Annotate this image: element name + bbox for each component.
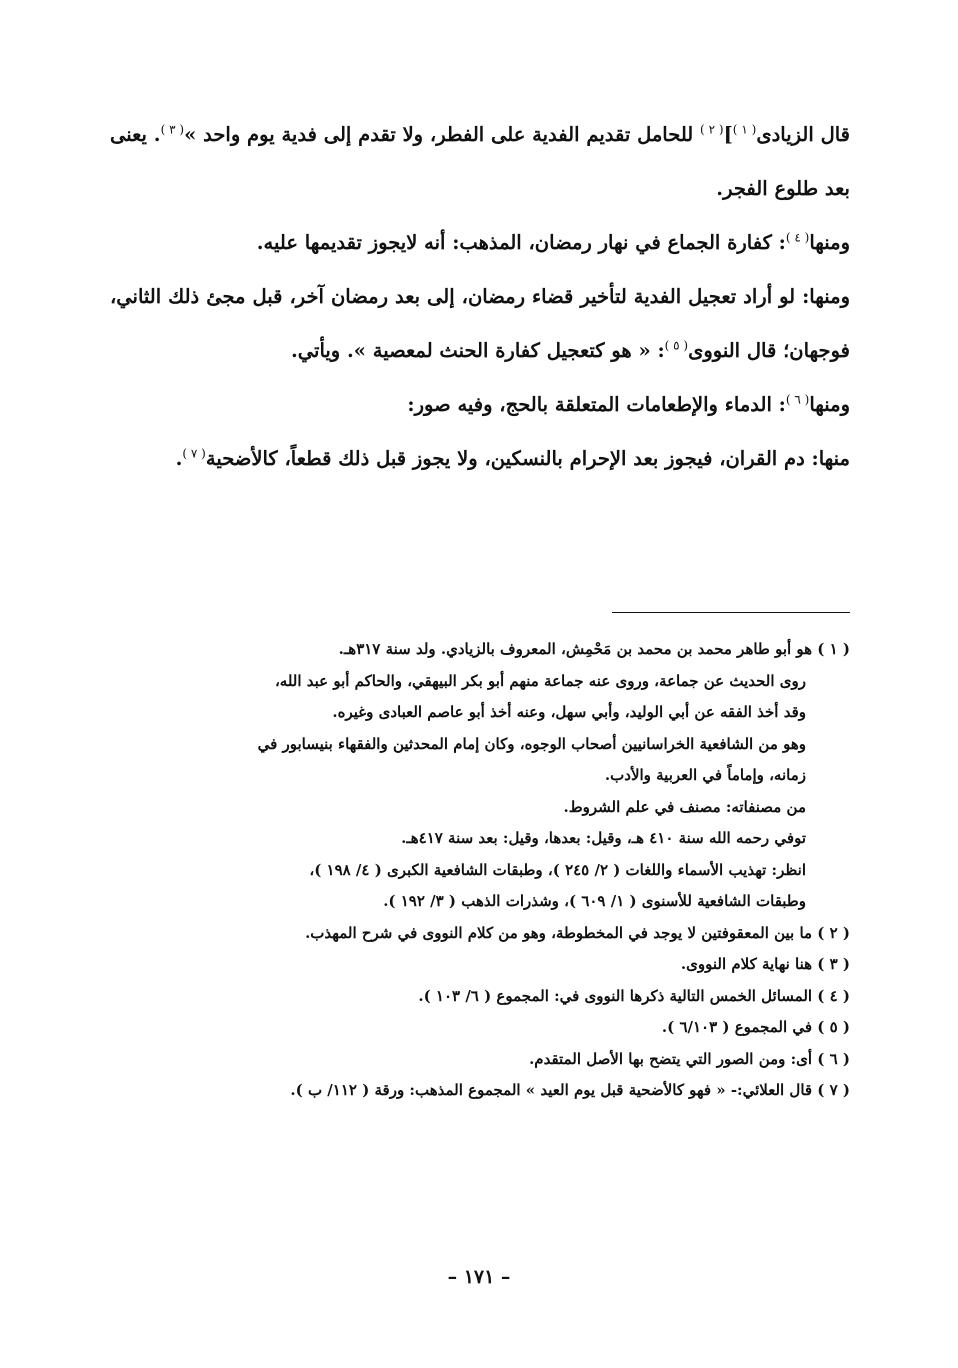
footnote-1-line-5: زمانه، وإماماً في العربية والأدب. <box>604 766 806 784</box>
paragraph-3-text-b: : « هو كتعجيل كفارة الحنث لمعصية ». ويأتي. <box>290 339 665 362</box>
footnote-5: ( ٥ ) في المجموع ( ٦/١٠٣ ). <box>661 1018 850 1036</box>
paragraph-5 <box>110 432 850 486</box>
paragraph-1-text-a: قال الزيادى <box>756 123 850 146</box>
paragraph-1-text-c: . يعنى بعد طلوع الفجر. <box>110 123 850 200</box>
main-text <box>110 108 850 486</box>
footnotes <box>110 634 850 1107</box>
footnote-ref-2: ( ٢ ) <box>700 122 724 137</box>
footnote-1-line-3: وقد أخذ الفقه عن أبي الوليد، وأبي سهل، وعنه أخذ أبو عاصم العبادى وغيره. <box>332 703 806 721</box>
page-number: – ١٧١ – <box>447 1266 511 1288</box>
footnote-1-line-4: وهو من الشافعية الخراسانيين أصحاب الوجوه، وكان إمام المحدثين والفقهاء بنيسابور في <box>257 734 806 753</box>
footnote-1-line-9: وطبقات الشافعية للأسنوى ( ١/ ٦٠٩ )، وشذرات الذهب ( ٣/ ١٩٢ ). <box>383 892 806 910</box>
paragraph-4-text-b: : الدماء والإطعامات المتعلقة بالحج، وفيه صور: <box>407 393 786 416</box>
footnote-7: ( ٧ ) قال العلائي:- « فهو كالأضحية قبل يوم العيد » المجموع المذهب: ورقة ( ١١٢/ ب ). <box>290 1081 850 1099</box>
footnote-ref-5: ( ٥ ) <box>664 338 689 353</box>
footnote-ref-6: ( ٦ ) <box>785 392 810 407</box>
footnote-divider <box>612 612 850 613</box>
footnote-ref-4: ( ٤ ) <box>785 230 810 245</box>
footnote-ref-1: ( ١ ) <box>732 122 757 137</box>
footnote-1-line-8: انظر: تهذيب الأسماء واللغات ( ٢/ ٢٤٥ )، وطبقات الشافعية الكبرى ( ٤/ ١٩٨ )، <box>309 860 806 879</box>
paragraph-1-text-b: للحامل تقديم الفدية على الفطر، ولا تقدم إلى فدية يوم واحد » <box>184 123 701 146</box>
footnote-6: ( ٦ ) أى: ومن الصور التي يتضح بها الأصل المتقدم. <box>529 1049 850 1068</box>
footnote-ref-3: ( ٣ ) <box>160 122 185 137</box>
paragraph-5-text-a: منها: دم القران، فيجوز بعد الإحرام بالنسكين، ولا يجوز قبل ذلك قطعاً، كالأضحية <box>205 447 850 470</box>
footnote-2: ( ٢ ) ما بين المعقوفتين لا يوجد في المخطوطة، وهو من كلام النووى في شرح المهذب. <box>305 923 850 942</box>
paragraph-2 <box>110 216 850 270</box>
footnote-1-line-1: ( ١ ) هو أبو طاهر محمد بن محمد بن مَحْمِش، المعروف بالزيادي. ولد سنة ٣١٧هـ. <box>338 640 850 658</box>
paragraph-3-text-a: ومنها: لو أراد تعجيل الفدية لتأخير قضاء رمضان، إلى بعد رمضان آخر، قبل مجئ ذلك الثاني، فوجهان؛ قال النووى <box>110 285 850 362</box>
paragraph-2-text-a: ومنها <box>809 231 850 254</box>
footnote-1-line-7: توفي رحمه الله سنة ٤١٠ هـ، وقيل: بعدها، وقيل: بعد سنة ٤١٧هـ. <box>401 829 806 847</box>
footnote-3: ( ٣ ) هنا نهاية كلام النووى. <box>680 955 850 973</box>
footnote-4: ( ٤ ) المسائل الخمس التالية ذكرها النووى في: المجموع ( ٦/ ١٠٣ ). <box>418 986 850 1005</box>
paragraph-4 <box>110 378 850 432</box>
footnote-ref-7: ( ٧ ) <box>182 446 206 461</box>
paragraph-4-text-a: ومنها <box>809 393 850 416</box>
paragraph-2-text-b: : كفارة الجماع في نهار رمضان، المذهب: أنه لايجوز تقديمها عليه. <box>256 231 786 254</box>
paragraph-5-text-b: . <box>175 447 183 470</box>
footnote-1-line-2: روى الحديث عن جماعة، وروى عنه جماعة منهم أبو بكر البيهقي، والحاكم أبو عبد الله، <box>274 671 806 690</box>
footnote-1-line-6: من مصنفاته: مصنف في علم الشروط. <box>563 797 806 816</box>
paragraph-3 <box>110 270 850 378</box>
bracket-close: ] <box>723 123 733 146</box>
paragraph-1 <box>110 108 850 216</box>
